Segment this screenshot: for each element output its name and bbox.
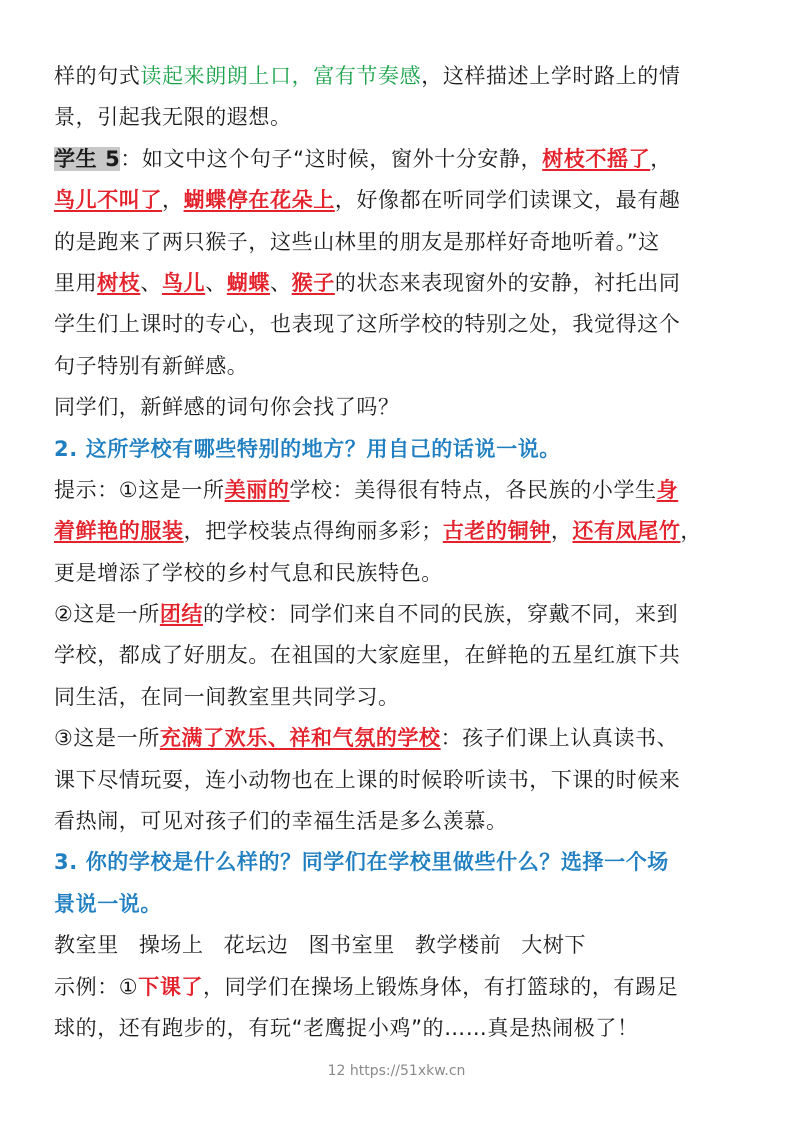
text-segment: ， xyxy=(162,188,184,213)
text-line xyxy=(54,139,744,180)
text-segment: 教学楼前 xyxy=(414,933,502,958)
highlighted-phrase: 身 xyxy=(656,477,679,502)
highlighted-phrase: 还有凤尾竹 xyxy=(572,519,681,544)
text-line xyxy=(54,677,744,718)
text-line xyxy=(54,967,744,1008)
text-segment: 、 xyxy=(270,270,292,295)
highlighted-phrase: 充满了欢乐、祥和气氛的学校 xyxy=(159,726,441,751)
text-line xyxy=(54,387,744,428)
text-segment: 学校，都成了好朋友。在祖国的大家庭里，在鲜艳的五星红旗下共 xyxy=(54,643,681,668)
text-line xyxy=(54,56,744,97)
document-body xyxy=(54,56,744,1049)
text-line xyxy=(54,304,744,345)
text-segment: 句子特别有新鲜感。 xyxy=(54,353,249,378)
text-segment: 、 xyxy=(140,270,163,295)
text-segment: 的是跑来了两只猴子，这些山林里的朋友是那样好奇地听着。”这 xyxy=(54,229,660,254)
text-segment: 花坛边 xyxy=(223,933,289,958)
highlighted-phrase: 美丽的 xyxy=(224,477,290,502)
text-line xyxy=(54,635,744,676)
text-segment: ，这样描述上学时路上的情 xyxy=(421,64,681,88)
text-segment: 读起来朗朗上口，富有节奏感 xyxy=(140,64,422,88)
highlighted-phrase: 鸟儿不叫了 xyxy=(54,188,162,213)
highlighted-phrase: 树枝不摇了 xyxy=(542,146,651,171)
text-segment: 提示：①这是一所 xyxy=(54,477,225,502)
text-segment: ，把学校装点得绚丽多彩； xyxy=(183,519,443,544)
text-segment: ：如文中这个句子“这时候，窗外十分安静， xyxy=(120,146,543,171)
text-segment: 示例：① xyxy=(54,974,139,999)
text-segment: 的状态来表现窗外的安静，衬托出同 xyxy=(334,270,681,295)
text-line xyxy=(54,842,744,883)
highlighted-phrase: 古老的铜钟 xyxy=(442,519,551,544)
text-segment: 景，引起我无限的遐想。 xyxy=(54,105,292,130)
text-line xyxy=(54,97,744,138)
text-segment: 下课了 xyxy=(138,974,204,999)
text-segment: 大树下 xyxy=(521,933,587,958)
highlighted-phrase: 蝴蝶停在花朵上 xyxy=(183,188,335,213)
text-segment: 3. 你的学校是什么样的？同学们在学校里做些什么？选择一个场 xyxy=(54,850,669,875)
text-segment: 同学们，新鲜感的词句你会找了吗？ xyxy=(54,395,400,420)
text-segment: 学生们上课时的专心，也表现了这所学校的特别之处，我觉得这个 xyxy=(54,312,681,337)
text-segment: 里用 xyxy=(54,270,98,295)
text-segment: 样的句式 xyxy=(54,64,141,88)
text-segment: 的学校：同学们来自不同的民族，穿戴不同，来到 xyxy=(203,602,679,627)
text-line xyxy=(54,553,744,594)
text-line xyxy=(54,180,744,221)
highlighted-phrase: 团结 xyxy=(159,602,204,627)
text-line xyxy=(54,718,744,759)
text-line xyxy=(54,760,744,801)
highlighted-phrase: 树枝 xyxy=(97,270,141,295)
text-line xyxy=(54,511,744,552)
text-line xyxy=(54,429,744,470)
highlighted-phrase: 鸟儿 xyxy=(162,270,206,295)
highlighted-phrase: 蝴蝶 xyxy=(226,270,271,295)
text-line xyxy=(54,346,744,387)
text-line xyxy=(54,594,744,635)
highlighted-phrase: 猴子 xyxy=(291,270,335,295)
text-line xyxy=(54,801,744,842)
text-line xyxy=(54,1008,744,1049)
text-segment: ③这是一所 xyxy=(54,726,160,751)
text-segment: ，好像都在听同学们读课文，最有趣 xyxy=(334,188,681,213)
text-segment: 看热闹，可见对孩子们的幸福生活是多么羡慕。 xyxy=(54,809,508,834)
text-segment: 更是增添了学校的乡村气息和民族特色。 xyxy=(54,560,443,585)
text-segment: 2. 这所学校有哪些特别的地方？用自己的话说一说。 xyxy=(54,436,561,461)
text-segment: 球的，还有跑步的，有玩“老鹰捉小鸡”的……真是热闹极了！ xyxy=(54,1015,639,1040)
text-segment: ， xyxy=(550,519,573,544)
text-segment: 课下尽情玩耍，连小动物也在上课的时候聆听读书，下课的时候来 xyxy=(54,767,681,792)
text-segment: 教室里 xyxy=(54,933,119,958)
text-segment: 景说一说。 xyxy=(54,891,162,916)
highlighted-phrase: 着鲜艳的服装 xyxy=(54,519,184,544)
text-segment: 学生 5 xyxy=(54,146,121,171)
text-segment: ， xyxy=(650,146,672,171)
text-segment: ，同学们在操场上锻炼身体，有打篮球的，有踢足 xyxy=(203,974,679,999)
text-segment: ， xyxy=(680,519,703,544)
text-line xyxy=(54,222,744,263)
text-line xyxy=(54,925,744,966)
text-line xyxy=(54,884,744,925)
text-line xyxy=(54,263,744,304)
text-segment: ：孩子们课上认真读书、 xyxy=(440,726,679,751)
text-segment: 同生活，在同一间教室里共同学习。 xyxy=(54,684,400,709)
text-segment: 学校：美得很有特点，各民族的小学生 xyxy=(289,477,657,502)
text-segment: 图书室里 xyxy=(308,933,395,958)
text-segment: ②这是一所 xyxy=(54,602,160,627)
text-line xyxy=(54,470,744,511)
page-footer: 12 https://51xkw.cn xyxy=(327,1063,466,1079)
text-segment: 、 xyxy=(205,270,227,295)
text-segment: 操场上 xyxy=(138,933,204,958)
